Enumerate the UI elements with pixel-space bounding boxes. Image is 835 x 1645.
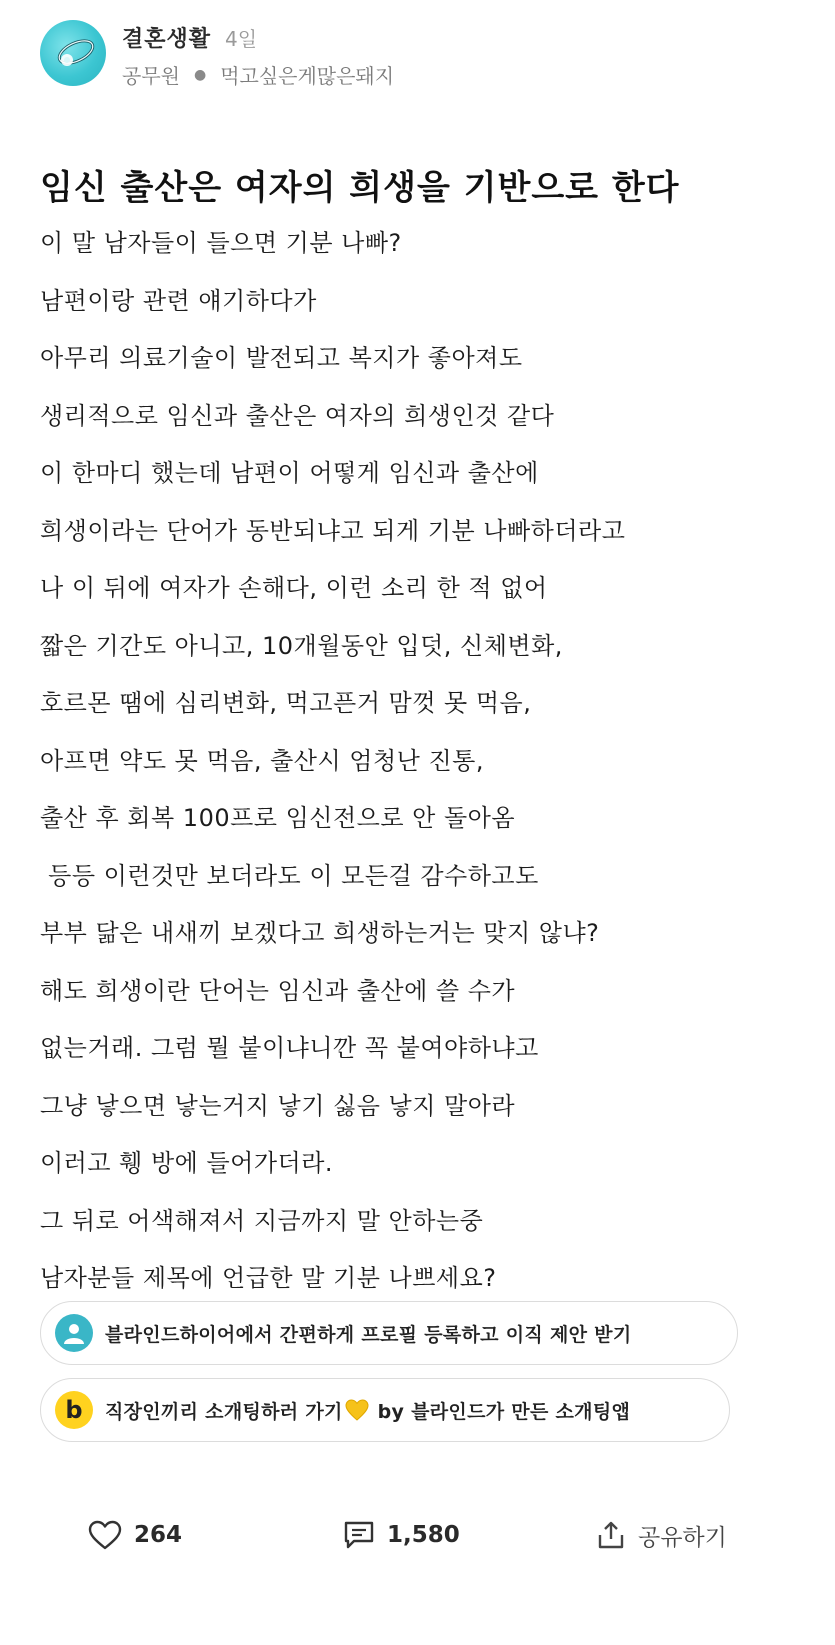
post-actions-bar — [0, 1505, 835, 1565]
separator-dot: ● — [193, 66, 207, 83]
dating-promo-text — [105, 1397, 630, 1424]
post-age: 4일 — [225, 27, 258, 51]
body-line: 해도 희생이란 단어는 임신과 출산에 쓸 수가 — [40, 976, 516, 1005]
avatar[interactable] — [40, 20, 106, 86]
person-icon — [55, 1314, 93, 1352]
body-line: 부부 닮은 내새끼 보겠다고 희생하는거는 맞지 않냐? — [40, 919, 600, 947]
body-line: 나 이 뒤에 여자가 손해다, 이런 소리 한 적 없어 — [40, 574, 548, 602]
like-count: 264 — [134, 1522, 183, 1548]
body-line: 이러고 휑 방에 들어가더라. — [40, 1149, 334, 1177]
author-info — [122, 60, 394, 89]
dating-app-icon: b — [55, 1391, 93, 1429]
body-line: 그 뒤로 어색해져서 지금까지 말 안하는중 — [40, 1206, 484, 1235]
hire-promo-text: 블라인드하이어에서 간편하게 프로필 등록하고 이직 제안 받기 — [105, 1323, 632, 1346]
body-line: 호르몬 땜에 심리변화, 먹고픈거 맘껏 못 먹음, — [40, 689, 532, 717]
author-nickname[interactable]: 먹고싶은게많은돼지 — [220, 64, 395, 88]
dating-promo-text-end: by 블라인드가 만든 소개팅앱 — [370, 1400, 631, 1423]
author-job: 공무원 — [122, 64, 180, 88]
heart-outline-icon — [88, 1520, 122, 1550]
comment-count: 1,580 — [387, 1522, 460, 1548]
post-meta-top — [122, 22, 257, 52]
body-line: 등등 이런것만 보더라도 이 모든걸 감수하고도 — [40, 861, 539, 890]
body-line: 남자분들 제목에 언급한 말 기분 나쁘세요? — [40, 1264, 497, 1292]
body-line: 없는거래. 그럼 뭘 붙이냐니깐 꼭 붙여야하냐고 — [40, 1034, 539, 1062]
body-line: 이 한마디 했는데 남편이 어떻게 임신과 출산에 — [40, 459, 539, 487]
body-line: 아무리 의료기술이 발전되고 복지가 좋아져도 — [40, 344, 523, 372]
body-line: 짧은 기간도 아니고, 10개월동안 입덧, 신체변화, — [40, 631, 563, 660]
post-header — [40, 18, 800, 88]
ring-icon — [40, 20, 106, 86]
dating-promo-text-start: 직장인끼리 소개팅하러 가기 — [105, 1400, 343, 1423]
body-line: 남편이랑 관련 얘기하다가 — [40, 286, 317, 315]
share-button[interactable] — [596, 1505, 727, 1565]
body-line: 아프면 약도 못 먹음, 출산시 엄청난 진통, — [40, 746, 484, 775]
dating-promo-banner[interactable] — [40, 1378, 730, 1442]
body-line: 생리적으로 임신과 출산은 여자의 희생인것 같다 — [40, 401, 555, 430]
post-body — [40, 226, 810, 1319]
body-line: 그냥 낳으면 낳는거지 낳기 싫음 낳지 말아라 — [40, 1091, 516, 1120]
share-icon — [596, 1520, 626, 1550]
like-button[interactable] — [88, 1505, 182, 1565]
body-line: 출산 후 회복 100프로 임신전으로 안 돌아옴 — [40, 804, 516, 832]
comment-button[interactable] — [343, 1505, 460, 1565]
body-line: 희생이라는 단어가 동반되냐고 되게 기분 나빠하더라고 — [40, 516, 626, 545]
yellow-heart-icon — [345, 1399, 369, 1421]
category-link[interactable]: 결혼생활 — [122, 27, 212, 52]
share-label: 공유하기 — [638, 1524, 727, 1551]
comment-icon — [343, 1520, 375, 1550]
hire-promo-banner[interactable] — [40, 1301, 738, 1365]
post-title: 임신 출산은 여자의 희생을 기반으로 한다 — [40, 168, 680, 208]
body-line: 이 말 남자들이 들으면 기분 나빠? — [40, 229, 402, 257]
